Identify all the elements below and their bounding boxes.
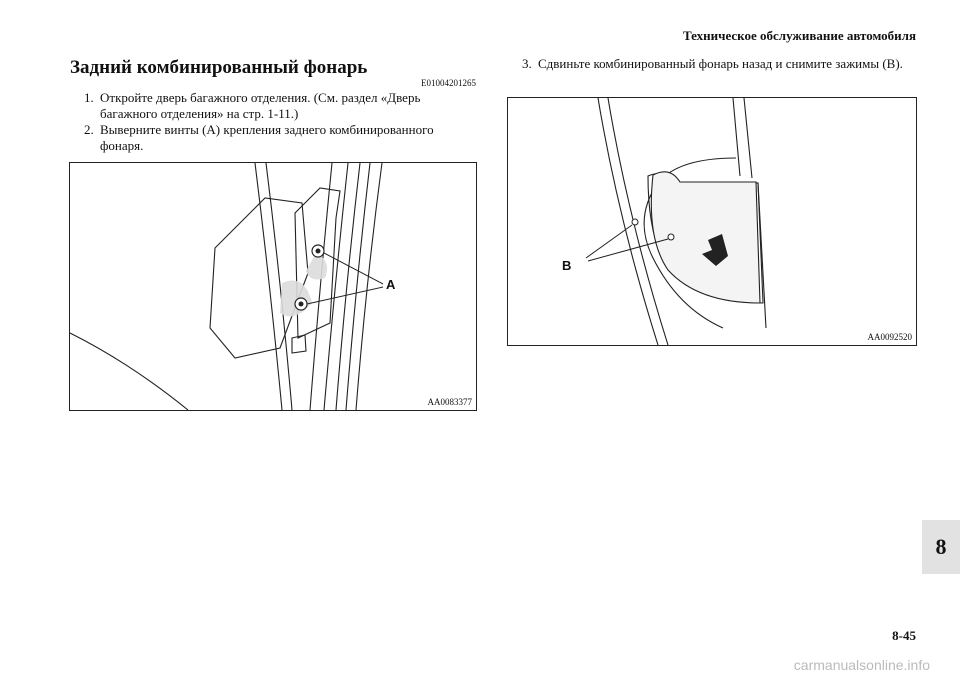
callout-a: A: [386, 277, 396, 292]
step-number: 2.: [84, 122, 94, 137]
steps-list-left: [70, 90, 476, 154]
page-number: 8-45: [892, 628, 916, 643]
chapter-tab: 8: [922, 520, 960, 574]
figure-clips: [507, 97, 917, 346]
steps-list-right: [508, 56, 916, 72]
list-item: [70, 90, 476, 122]
list-item: [70, 122, 476, 154]
figure-screws: [69, 162, 477, 411]
step-text: Сдвиньте комбинированный фонарь назад и снимите зажимы (B).: [538, 56, 903, 71]
right-column: [508, 56, 916, 72]
figure-code: AA0092520: [867, 332, 912, 342]
left-column: [70, 56, 476, 154]
section-code: E01004201265: [421, 78, 476, 88]
screws-illustration: [70, 163, 476, 410]
step-number: 1.: [84, 90, 94, 105]
chapter-header: Техническое обслуживание автомобиля: [682, 28, 916, 43]
watermark: carmanualsonline.info: [793, 657, 930, 673]
step-text: Откройте дверь багажного отделения. (См. раздел «Дверь багажного отделения» на стр. 1-11.): [100, 90, 421, 121]
clips-illustration: [508, 98, 916, 345]
section-title: Задний комбинированный фонарь: [70, 57, 368, 78]
callout-b: B: [562, 258, 572, 273]
figure-code: AA0083377: [427, 397, 472, 407]
step-number: 3.: [522, 56, 532, 71]
step-text: Выверните винты (A) крепления заднего комбинированного фонаря.: [100, 122, 434, 153]
list-item: [508, 56, 916, 72]
